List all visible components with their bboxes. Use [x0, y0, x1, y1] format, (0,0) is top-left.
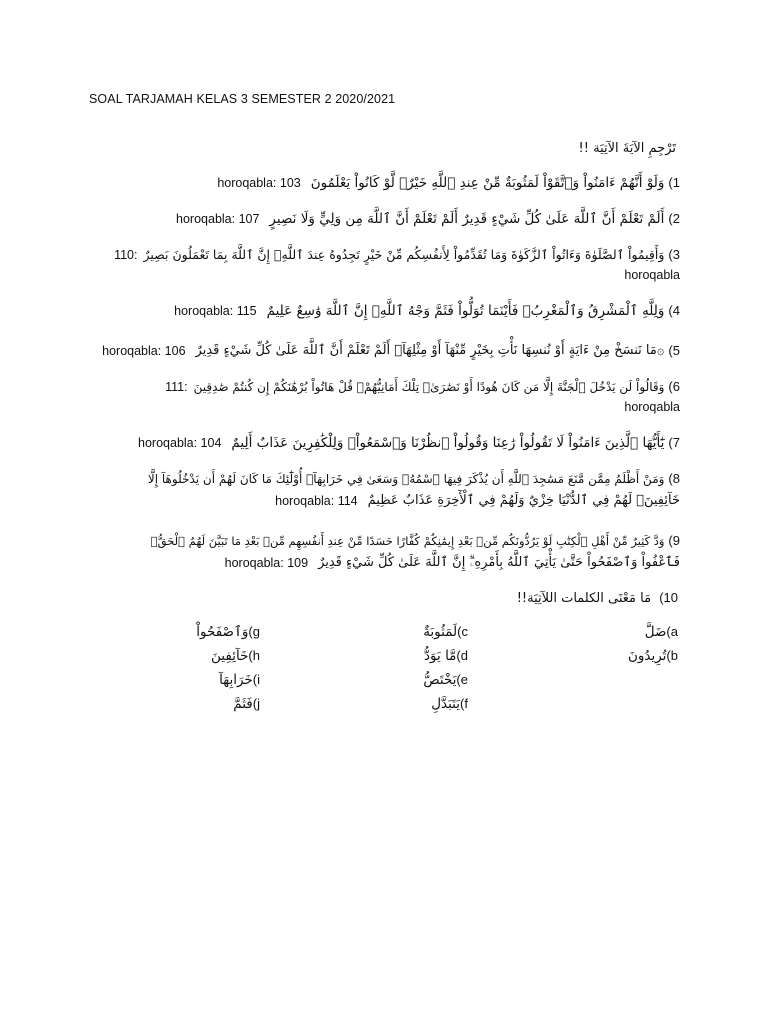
question-9 [88, 530, 680, 574]
question-reference: horoqabla: 107 [176, 212, 260, 226]
vocab-word: يَتَبَدَّلِ [431, 696, 461, 712]
vocab-letter: c) [457, 624, 468, 639]
question-reference: horoqabla: 103 [217, 176, 301, 190]
question-4 [88, 300, 680, 322]
vocab-word: خَرَابِهَآ [219, 672, 253, 688]
instruction: تَرْجِمِ الآيَةَ الآتِيَة !! [578, 141, 676, 156]
question-arabic: وَأَقِيمُواْ ٱلصَّلَوٰةَ وَءَاتُواْ ٱلزَّكَوٰةَ وَمَا تُقَدِّمُواْ لِأَنفُسِكُم مِّنْ خَيْرٍ تَجِدُوهُ عِندَ ٱللَّهِۗ إِنَّ ٱللَّهَ بِمَا تَعْمَلُونَ بَصِيرٌ [143, 247, 665, 262]
question-text: مَا مَعْنَى الكلمات اللآتِيَة!! [516, 591, 652, 606]
vocab-letter: h) [248, 648, 260, 663]
question-number: 10) [659, 590, 678, 605]
question-5 [88, 340, 680, 362]
question-reference-continued: horoqabla [624, 268, 680, 282]
vocab-item [645, 624, 678, 640]
vocab-word: يَخْتَصُّ [423, 672, 457, 688]
vocab-item [219, 672, 260, 688]
question-7 [88, 432, 680, 454]
question-1 [88, 172, 680, 194]
question-arabic: وَلِلَّهِ ٱلْمَشْرِقُ وَٱلْمَغْرِبُۚ فَأَيْنَمَا تُوَلُّواْ فَثَمَّ وَجْهُ ٱللَّهِۚ إِنَّ ٱللَّهَ وَٰسِعٌ عَلِيمٌ [266, 303, 665, 319]
vocab-word: ضَلَّ [644, 624, 667, 640]
question-number: 4) [668, 303, 680, 318]
question-number: 5) [668, 343, 680, 358]
vocab-letter: i) [252, 672, 260, 687]
question-8 [88, 468, 680, 512]
question-reference: horoqabla: 106 [102, 344, 186, 358]
question-arabic: يَٰٓأَيُّهَا ٱلَّذِينَ ءَامَنُواْ لَا تَقُولُواْ رَٰعِنَا وَقُولُواْ ٱنظُرْنَا وَٱسْمَعُواْۗ وَلِلْكَٰفِرِينَ عَذَابٌ أَلِيمٌ [231, 435, 665, 451]
question-arabic: وَقَالُواْ لَن يَدْخُلَ ٱلْجَنَّةَ إِلَّا مَن كَانَ هُودًا أَوْ نَصَٰرَىٰۗ تِلْكَ أَمَانِيُّهُمْۗ قُلْ هَاتُواْ بُرْهَٰنَكُمْ إِن كُنتُمْ صَٰدِقِينَ [193, 380, 665, 394]
vocab-letter: b) [666, 648, 678, 663]
question-number: 6) [668, 379, 680, 394]
vocab-item [628, 648, 678, 664]
question-3 [88, 244, 680, 284]
vocab-word: مَّا يَوَدُّ [424, 648, 457, 664]
question-reference: 110: [114, 248, 138, 262]
vocab-letter: f) [460, 696, 468, 711]
question-arabic-continued: خَآئِفِينَۚ لَهُمْ فِي ٱلدُّنْيَا خِزْيٌ وَلَهُمْ فِي ٱلْأٓخِرَةِ عَذَابٌ عَظِيمٌ [367, 493, 680, 508]
question-arabic: وَلَوْ أَنَّهُمْ ءَامَنُواْ وَٱتَّقَوْاْ لَمَثُوبَةٌ مِّنْ عِندِ ٱللَّهِ خَيْرٌۚ لَّوْ كَانُواْ يَعْلَمُونَ [310, 175, 665, 191]
question-number: 1) [668, 175, 680, 190]
vocab-item [233, 696, 260, 712]
question-number: 9) [668, 533, 680, 548]
question-reference: 111: [165, 380, 188, 394]
vocab-letter: g) [248, 624, 260, 639]
vocab-item [423, 624, 468, 640]
question-number: 7) [668, 435, 680, 450]
vocab-letter: j) [252, 696, 260, 711]
question-reference: horoqabla: 114 [275, 494, 358, 508]
vocab-word: فَثَمَّ [233, 696, 253, 712]
question-number: 8) [668, 471, 680, 486]
vocab-word: وَٱصْفَحُواْ [196, 624, 249, 640]
question-reference-continued: horoqabla [624, 400, 680, 414]
question-arabic: وَدَّ كَثِيرٌ مِّنْ أَهْلِ ٱلْكِتَٰبِ لَوْ يَرُدُّونَكُم مِّنۢ بَعْدِ إِيمَٰنِكُمْ كُفَّارًا حَسَدًا مِّنْ عِندِ أَنفُسِهِم مِّنۢ بَعْدِ مَا تَبَيَّنَ لَهُمُ ٱلْحَقُّۖ [150, 534, 665, 548]
vocab-letter: d) [456, 648, 468, 663]
vocab-letter: e) [456, 672, 468, 687]
vocab-item [211, 648, 260, 664]
question-arabic: وَمَنْ أَظْلَمُ مِمَّن مَّنَعَ مَسَٰجِدَ ٱللَّهِ أَن يُذْكَرَ فِيهَا ٱسْمُهُۥ وَسَعَىٰ فِي خَرَابِهَآۚ أُوْلَٰٓئِكَ مَا كَانَ لَهُمْ أَن يَدْخُلُوهَآ إِلَّا [147, 472, 665, 486]
vocab-letter: a) [666, 624, 678, 639]
vocab-word: لَمَثُوبَةٌ [423, 624, 458, 640]
vocab-item [196, 624, 260, 640]
question-reference: horoqabla: 115 [174, 304, 257, 318]
question-10 [517, 590, 678, 606]
vocab-word: خَآئِفِينَ [211, 648, 249, 664]
question-arabic: أَلَمْ تَعْلَمْ أَنَّ ٱللَّهَ عَلَىٰ كُلِّ شَيْءٍ قَدِيرٌ أَلَمْ تَعْلَمْ أَنَّ ٱللَّهَ مِن وَلِيٍّ وَلَا نَصِيرٍ [269, 211, 665, 227]
question-2 [88, 208, 680, 230]
question-6 [88, 376, 680, 416]
question-number: 2) [668, 211, 680, 226]
question-reference: horoqabla: 104 [138, 436, 222, 450]
vocab-item [423, 672, 468, 688]
vocab-item [424, 648, 468, 664]
question-arabic: ۞مَا نَنسَخْ مِنْ ءَايَةٍ أَوْ نُنسِهَا نَأْتِ بِخَيْرٍ مِّنْهَآ أَوْ مِثْلِهَآۗ أَلَمْ تَعْلَمْ أَنَّ ٱللَّهَ عَلَىٰ كُلِّ شَيْءٍ قَدِيرٌ [195, 343, 665, 358]
document-title: SOAL TARJAMAH KELAS 3 SEMESTER 2 2020/2021 [89, 92, 396, 106]
vocab-item [431, 696, 468, 712]
question-arabic-continued: فَٱعْفُواْ وَٱصْفَحُواْ حَتَّىٰ يَأْتِيَ ٱللَّهُ بِأَمْرِهِۦٓۗ إِنَّ ٱللَّهَ عَلَىٰ كُلِّ شَيْءٍ قَدِيرٌ [318, 555, 680, 570]
question-reference: horoqabla: 109 [224, 556, 309, 570]
question-number: 3) [668, 247, 680, 262]
vocab-word: تُرِيدُونَ [627, 648, 667, 664]
